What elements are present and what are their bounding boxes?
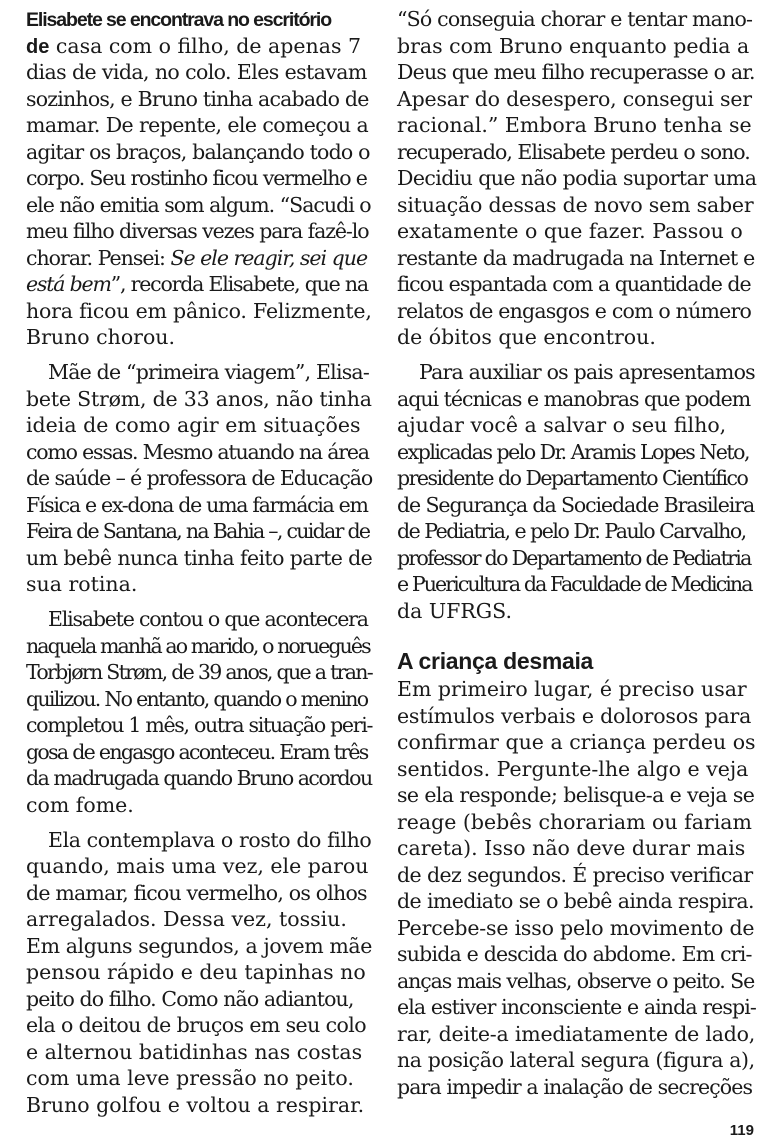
text-line: Torbjørn Strøm, de 39 anos, que a tran- [26, 660, 372, 684]
text-line: Apesar do desespero, consegui ser [397, 86, 752, 111]
text-line: ela estiver inconsciente e ainda respi- [397, 995, 756, 1019]
text-line: professor do Departamento de Pediatria [397, 545, 751, 570]
text-line: de casa com o filho, de apenas 7 [26, 33, 362, 58]
text-line: ajudar você a salvar o seu filho, [397, 413, 727, 437]
text-line: de óbitos que encontrou. [397, 325, 656, 349]
text-line: quando, mais uma vez, ele parou [26, 854, 369, 878]
text-line: bras com Bruno enquanto pedia a [397, 33, 750, 58]
text-line: reage (bebês chorariam ou fariam [397, 809, 752, 834]
text-line: de dez segundos. É preciso verificar [397, 862, 753, 887]
page-number: 119 [729, 1122, 754, 1139]
text-line: Bruno chorou. [26, 325, 176, 349]
text-line: da UFRGS. [397, 598, 513, 623]
text-line: Elisabete contou o que acontecera [48, 607, 368, 631]
text-line: gosa de engasgo aconteceu. Eram três [26, 739, 368, 764]
text-line: Física e ex-dona de uma farmácia em [26, 492, 368, 517]
text-line: Em alguns segundos, a jovem mãe [26, 933, 372, 958]
text-line: sua rotina. [26, 572, 138, 596]
text-line: está bem”, recorda Elisabete, que na [26, 272, 368, 296]
text-line: quilizou. No entanto, quando o menino [26, 686, 368, 711]
text-line: Para auxiliar os pais apresentamos [419, 360, 755, 384]
text-line: como essas. Mesmo atuando na área [26, 439, 369, 464]
text-line: bete Strøm, de 33 anos, não tinha [26, 386, 372, 411]
text-line: aqui técnicas e manobras que podem [397, 386, 751, 411]
left-column [26, 6, 371, 1118]
text-line: situação dessas de novo sem saber [397, 192, 754, 217]
text-line: e alternou batidinhas nas costas [26, 1039, 363, 1064]
text-line: de saúde – é professora de Educação [26, 466, 373, 490]
text-line: e Puericultura da Faculdade de Medicina [397, 572, 752, 596]
text-line: ela o deitou de bruços em seu colo [26, 1013, 366, 1037]
text-line: exatamente o que fazer. Passou o [397, 219, 743, 243]
text-line: Feira de Santana, na Bahia –, cuidar de [26, 519, 370, 543]
text-line: com fome. [26, 792, 134, 817]
text-line: corpo. Seu rostinho ficou vermelho e [26, 166, 367, 190]
text-line: ficou espantada com a quantidade de [397, 272, 751, 296]
text-line [26, 6, 371, 33]
text-line: peito do filho. Como não adiantou, [26, 986, 354, 1011]
text-line: hora ficou em pânico. Felizmente, [26, 298, 372, 323]
text-line: agitar os braços, balançando todo o [26, 139, 370, 164]
text-line: se ela responde; belisque-a e veja se [397, 783, 755, 807]
text-line: rar, deite-a imediatamente de lado, [397, 1021, 756, 1046]
text-line: restante da madrugada na Internet e [397, 245, 755, 270]
text-line: arregalados. Dessa vez, tossiu. [26, 907, 347, 931]
text-line: relatos de engasgos e com o número [397, 298, 752, 323]
text-line: pensou rápido e deu tapinhas no [26, 960, 366, 984]
text-line: com uma leve pressão no peito. [26, 1066, 354, 1090]
text-line: sentidos. Pergunte-lhe algo e veja [397, 756, 749, 781]
text-line: Percebe-se isso pelo movimento de [397, 915, 755, 940]
text-line: Em primeiro lugar, é preciso usar [397, 677, 747, 701]
text-line: confirmar que a criança perdeu os [397, 730, 756, 754]
text-line: Mãe de “primeira viagem”, Elisa- [48, 360, 369, 384]
text-line: sozinhos, e Bruno tinha acabado de [26, 86, 369, 111]
text-line: mamar. De repente, ele começou a [26, 113, 369, 137]
text-line: de mamar, ficou vermelho, os olhos [26, 880, 367, 905]
text-line: um bebê nunca tinha feito parte de [26, 545, 373, 570]
lead-in: Elisabete se encontrava no escritório [26, 9, 332, 31]
text-line: racional.” Embora Bruno tenha se [397, 113, 752, 137]
text-line: “Só conseguia chorar e tentar mano- [397, 7, 753, 31]
text-line: Ela contemplava o rosto do filho [48, 827, 372, 852]
lead-in: de [26, 35, 50, 58]
text-line: Decidiu que não podia suportar uma [397, 166, 757, 190]
text-line: ele não emitia som algum. “Sacudi o [26, 192, 371, 217]
text-line: careta). Isso não deve durar mais [397, 836, 746, 860]
text-line: presidente do Departamento Científico [397, 466, 748, 490]
text-line: de imediato se o bebê ainda respira. [397, 889, 754, 913]
text-line: meu filho diversas vezes para fazê-lo [26, 219, 369, 243]
text-line: dias de vida, no colo. Eles estavam [26, 60, 367, 84]
text-line: naquela manhã ao marido, o norueguês [26, 633, 370, 658]
text-line: Bruno golfou e voltou a respirar. [26, 1092, 365, 1117]
text-line: ideia de como agir em situações [26, 413, 361, 437]
text-line: da madrugada quando Bruno acordou [26, 766, 372, 790]
text-line: de Pediatria, e pelo Dr. Paulo Carvalho, [397, 519, 746, 543]
text-line: para impedir a inalação de secreções [397, 1074, 753, 1099]
text-line: anças mais velhas, observe o peito. Se [397, 968, 755, 993]
text-line: explicadas pelo Dr. Aramis Lopes Neto, [397, 439, 749, 464]
text-line: completou 1 mês, outra situação peri- [26, 713, 373, 737]
text-line: de Segurança da Sociedade Brasileira [397, 492, 755, 517]
section-heading: A criança desmaia [397, 648, 594, 674]
text-line: na posição lateral segura (figura a), [397, 1048, 755, 1072]
text-line: recuperado, Elisabete perdeu o sono. [397, 139, 750, 164]
text-line: estímulos verbais e dolorosos para [397, 703, 752, 728]
text-line: chorar. Pensei: Se ele reagir, sei que [26, 245, 368, 270]
text-line: subida e descida do abdome. Em cri- [397, 942, 752, 966]
text-line: Deus que meu filho recuperasse o ar. [397, 60, 755, 84]
right-column [397, 6, 755, 1100]
